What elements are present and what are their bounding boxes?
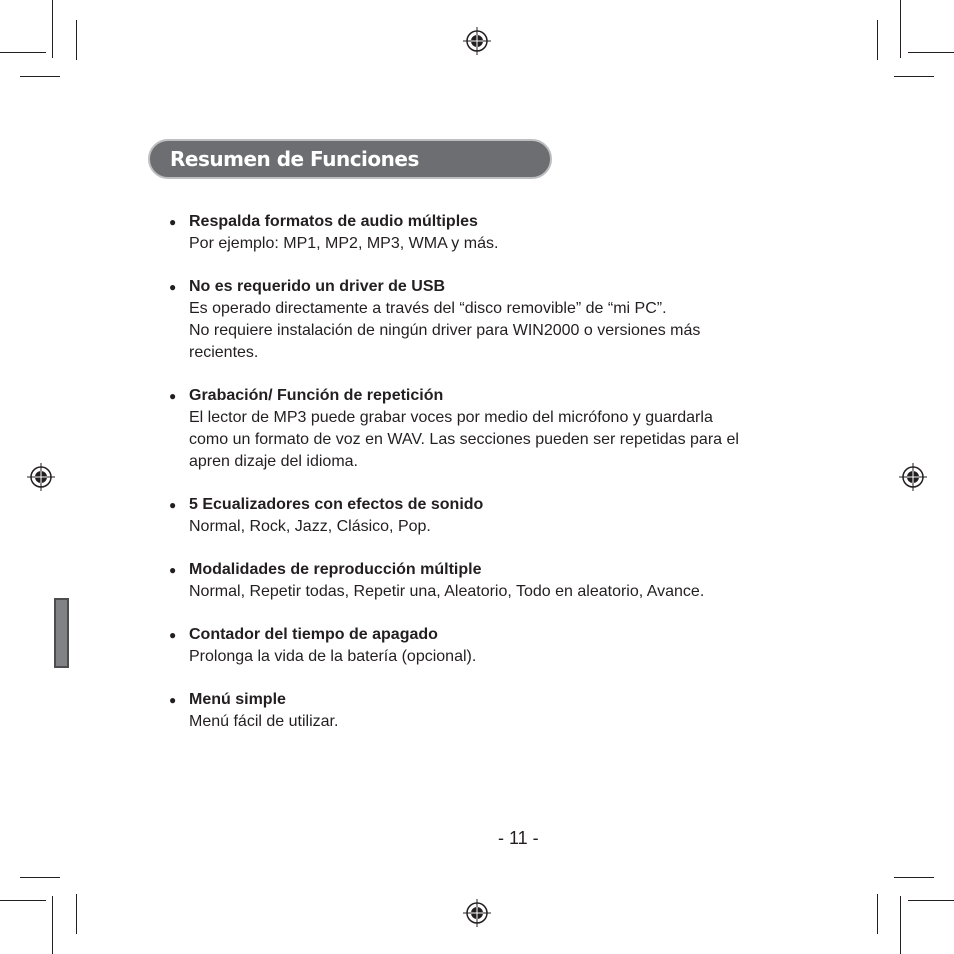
crop-mark	[908, 52, 954, 53]
section-title: Resumen de Funciones	[170, 147, 419, 171]
feature-heading	[169, 494, 849, 516]
feature-list	[169, 211, 849, 754]
feature-description-line: El lector de MP3 puede grabar voces por medio del micrófono y guardarla	[189, 409, 713, 426]
bullet-icon: ●	[169, 280, 177, 294]
crop-mark	[0, 900, 46, 901]
crop-mark	[20, 76, 60, 77]
list-item	[169, 385, 849, 473]
list-item	[169, 494, 849, 538]
feature-description-line: Normal, Repetir todas, Repetir una, Aleatorio, Todo en aleatorio, Avance.	[189, 583, 705, 600]
registration-mark-icon	[27, 463, 55, 491]
side-tab-marker	[54, 598, 69, 668]
list-item	[169, 689, 849, 733]
feature-heading-text: Contador del tiempo de apagado	[189, 626, 438, 643]
feature-description	[189, 298, 849, 364]
feature-description-line: Por ejemplo: MP1, MP2, MP3, WMA y más.	[189, 235, 499, 252]
bullet-icon: ●	[169, 498, 177, 512]
feature-heading	[169, 624, 849, 646]
feature-description	[189, 233, 849, 255]
feature-description	[189, 516, 849, 538]
feature-heading	[169, 211, 849, 233]
feature-heading	[169, 559, 849, 581]
feature-heading-text: Modalidades de reproducción múltiple	[189, 561, 482, 578]
bullet-icon: ●	[169, 389, 177, 403]
feature-heading-text: Grabación/ Función de repetición	[189, 387, 444, 404]
list-item	[169, 276, 849, 364]
bullet-icon: ●	[169, 693, 177, 707]
feature-description-line: No requiere instalación de ningún driver para WIN2000 o versiones más	[189, 322, 701, 339]
feature-description-line: como un formato de voz en WAV. Las secciones pueden ser repetidas para el	[189, 431, 739, 448]
crop-mark	[877, 20, 878, 60]
crop-mark	[52, 896, 53, 954]
bullet-icon: ●	[169, 215, 177, 229]
feature-heading	[169, 689, 849, 711]
feature-description-line: apren dizaje del idioma.	[189, 453, 358, 470]
feature-heading	[169, 276, 849, 298]
section-title-bar	[148, 139, 552, 179]
feature-description-line: Normal, Rock, Jazz, Clásico, Pop.	[189, 518, 431, 535]
feature-description	[189, 646, 849, 668]
feature-description-line: Prolonga la vida de la batería (opcional).	[189, 648, 477, 665]
crop-mark	[908, 900, 954, 901]
crop-mark	[877, 894, 878, 934]
crop-mark	[76, 894, 77, 934]
feature-description-line: Menú fácil de utilizar.	[189, 713, 339, 730]
feature-description-line: recientes.	[189, 344, 259, 361]
registration-mark-icon	[899, 463, 927, 491]
list-item	[169, 624, 849, 668]
feature-heading-text: Menú simple	[189, 691, 286, 708]
crop-mark	[900, 0, 901, 58]
crop-mark	[20, 877, 60, 878]
bullet-icon: ●	[169, 563, 177, 577]
feature-description-line: Es operado directamente a través del “disco removible” de “mi PC”.	[189, 300, 667, 317]
page-number: - 11 -	[498, 828, 539, 848]
feature-description	[189, 407, 849, 473]
crop-mark	[52, 0, 53, 58]
crop-mark	[894, 877, 934, 878]
crop-mark	[76, 20, 77, 60]
feature-heading-text: 5 Ecualizadores con efectos de sonido	[189, 496, 484, 513]
registration-mark-icon	[463, 27, 491, 55]
list-item	[169, 559, 849, 603]
feature-heading	[169, 385, 849, 407]
feature-description	[189, 711, 849, 733]
list-item	[169, 211, 849, 255]
crop-mark	[894, 76, 934, 77]
feature-description	[189, 581, 849, 603]
feature-heading-text: No es requerido un driver de USB	[189, 278, 446, 295]
crop-mark	[900, 896, 901, 954]
bullet-icon: ●	[169, 628, 177, 642]
registration-mark-icon	[463, 899, 491, 927]
feature-heading-text: Respalda formatos de audio múltiples	[189, 213, 478, 230]
crop-mark	[0, 52, 46, 53]
